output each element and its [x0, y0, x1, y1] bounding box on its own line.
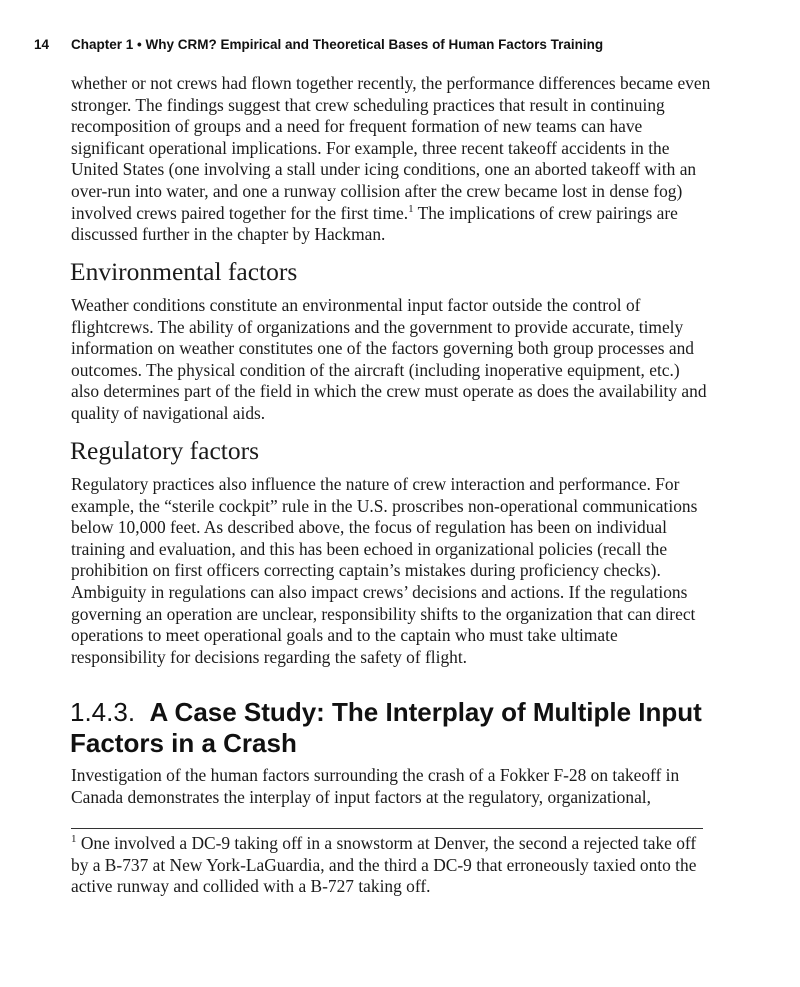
intro-paragraph	[71, 73, 711, 246]
environmental-factors-paragraph: Weather conditions constitute an environmental input factor outside the control of flightcrews. The ability of organizations and the government to provide accurate, timely information on weather constitutes one of the factors governing both group processes and outcomes. The physical condition of the aircraft (including inoperative equipment, etc.) also determines part of the field in which the crew must operate as does the availability and quality of navigational aids.	[71, 295, 707, 423]
intro-text-continued: The implications of crew pairings are discussed further in the chapter by Hackman.	[71, 202, 678, 245]
footnote-reference[interactable]: 1	[408, 202, 414, 215]
section-number: 1.4.3.	[70, 697, 136, 727]
section-title: A Case Study: The Interplay of Multiple Input Factors in a Crash	[70, 697, 702, 758]
footnote-text: One involved a DC-9 taking off in a snowstorm at Denver, the second a rejected take off by a B-737 at New York-LaGuardia, and the third a DC-9 that erroneously taxied onto the active runway and collided with a B-727 taking off.	[71, 833, 697, 897]
footnote-marker: 1	[71, 833, 77, 845]
page-number: 14	[34, 37, 50, 52]
intro-text: whether or not crews had flown together recently, the performance differences became even stronger. The findings suggest that crew scheduling practices that result in continuing recomposition of groups and a need for frequent formation of new teams can have significant operational implications. For example, three recent takeoff accidents in the United States (one involving a stall under icing conditions, one an aborted takeoff with an over-run into water, and one a runway collision after the crew became lost in dense fog) involved crews paired together for the first time.	[71, 73, 711, 223]
regulatory-factors-paragraph: Regulatory practices also influence the nature of crew interaction and performance. For example, the “sterile cockpit” rule in the U.S. proscribes non-operational communications below 10,000 feet. As described above, the focus of regulation has been on individual training and evaluation, and this has been echoed in organizational policies (recall the prohibition on first officers correcting captain’s mistakes during proficiency checks). Ambiguity in regulations can also impact crews’ decisions and actions. If the regulations governing an operation are unclear, responsibility shifts to the organization that can direct operations to meet operational goals and to the captain who must take ultimate responsibility for decisions regarding the safety of flight.	[71, 474, 698, 667]
regulatory-factors-heading: Regulatory factors	[70, 436, 260, 465]
running-title: Chapter 1 • Why CRM? Empirical and Theoretical Bases of Human Factors Training	[71, 37, 604, 52]
running-header	[34, 37, 754, 52]
footnote	[71, 833, 707, 898]
case-study-section-heading	[70, 697, 730, 759]
footnote-divider	[71, 828, 703, 829]
environmental-factors-heading: Environmental factors	[70, 257, 298, 286]
case-study-paragraph: Investigation of the human factors surrounding the crash of a Fokker F-28 on takeoff in Canada demonstrates the interplay of input factors at the regulatory, organizational,	[71, 765, 680, 807]
